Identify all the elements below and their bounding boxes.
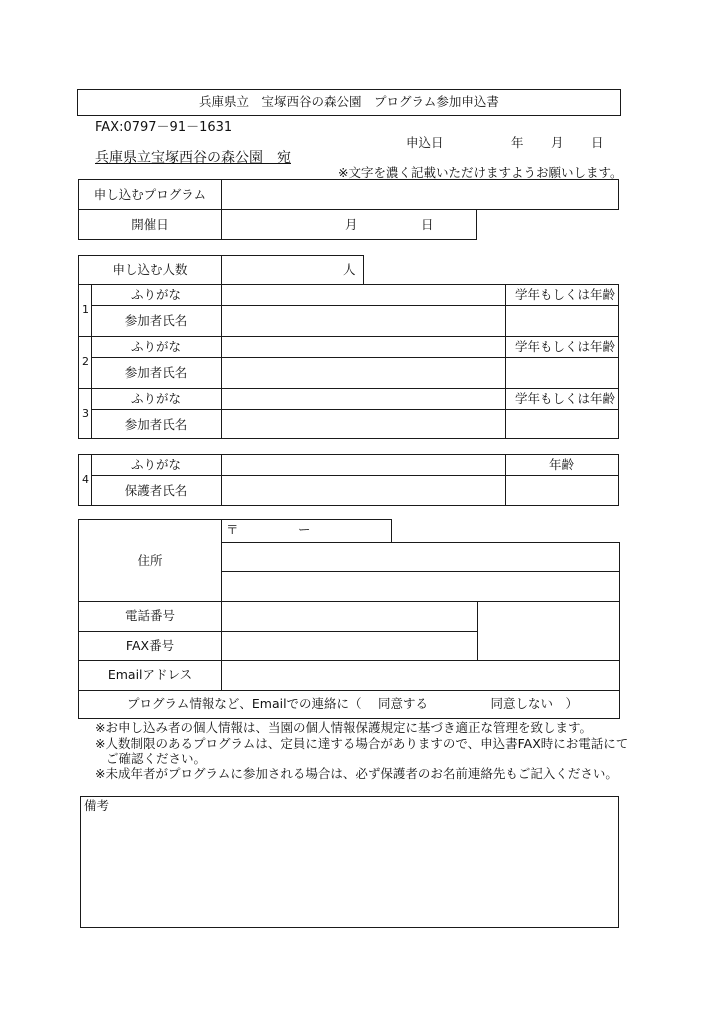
divider <box>619 542 620 719</box>
grade-or-age-label: 学年もしくは年齢 <box>515 339 616 354</box>
divider <box>505 284 506 439</box>
application-date-label: 申込日 <box>406 135 444 150</box>
postal-code-field[interactable] <box>240 521 388 540</box>
program-label: 申し込むプログラム <box>93 186 207 202</box>
participant-name-label: 参加者氏名 <box>124 364 188 380</box>
divider <box>391 519 392 542</box>
divider <box>78 660 619 661</box>
capacity-note: ※人数制限のあるプログラムは、定員に達する場合がありますので、申込書FAX時にお電話にて <box>95 736 629 751</box>
participant-name-label: 参加者氏名 <box>124 416 188 432</box>
divider <box>78 336 619 337</box>
divider <box>221 255 222 285</box>
participant-row-number: 3 <box>82 407 89 420</box>
divider <box>78 631 477 632</box>
divider <box>477 601 478 661</box>
divider <box>91 284 92 439</box>
furigana-label: ふりがな <box>130 286 182 302</box>
divider <box>91 475 619 476</box>
email-consent: プログラム情報など、Emailでの連絡に（ 同意する 同意しない ） <box>127 696 579 711</box>
guardian-furigana-label: ふりがな <box>130 456 182 472</box>
application-day-label: 日 <box>591 135 604 150</box>
postal-dash: ー <box>298 522 311 537</box>
participant-count-unit: 人 <box>343 262 356 277</box>
guardian-row-number: 4 <box>82 473 89 486</box>
email-field[interactable] <box>223 662 617 688</box>
address-field-line1[interactable] <box>223 544 617 569</box>
divider <box>91 409 619 410</box>
grade-or-age-label: 学年もしくは年齢 <box>515 287 616 302</box>
grade-or-age-label: 学年もしくは年齢 <box>515 391 616 406</box>
event-day-label: 日 <box>421 217 434 232</box>
participant-count-label: 申し込む人数 <box>112 261 188 277</box>
furigana-label: ふりがな <box>130 390 182 406</box>
phone-label: 電話番号 <box>124 607 176 623</box>
divider <box>78 519 79 719</box>
fax-label: FAX番号 <box>125 637 175 653</box>
divider <box>78 601 619 602</box>
minor-note: ※未成年者がプログラムに参加される場合は、必ず保護者のお名前連絡先もご記入ください。 <box>95 766 618 781</box>
divider <box>78 718 619 719</box>
fax-field[interactable] <box>223 633 475 658</box>
application-year-label: 年 <box>511 135 524 150</box>
privacy-note: ※お申し込み者の個人情報は、当園の個人情報保護規定に基づき適正な管理を致します。 <box>95 720 592 735</box>
guardian-name-label: 保護者氏名 <box>124 482 188 498</box>
postal-mark: 〒 <box>226 522 239 537</box>
address-field-line2[interactable] <box>223 573 617 599</box>
furigana-label: ふりがな <box>130 338 182 354</box>
participant-name-label: 参加者氏名 <box>124 312 188 328</box>
divider <box>221 284 222 439</box>
application-month-label: 月 <box>551 135 564 150</box>
remarks-label: 備考 <box>84 798 110 813</box>
divider <box>221 542 619 543</box>
form-title: 兵庫県立 宝塚西谷の森公園 プログラム参加申込書 <box>199 94 499 109</box>
phone-field[interactable] <box>223 603 475 629</box>
divider <box>221 571 619 572</box>
remarks-box[interactable] <box>80 796 619 928</box>
event-date-label: 開催日 <box>131 216 169 232</box>
dark-ink-notice: ※文字を濃く記載いただけますようお願いします。 <box>338 165 623 180</box>
participant-row-number: 2 <box>82 355 89 368</box>
divider <box>91 357 619 358</box>
divider <box>505 454 506 506</box>
participant-row-number: 1 <box>82 303 89 316</box>
divider <box>221 454 222 506</box>
address-label: 住所 <box>137 552 163 568</box>
divider <box>78 690 619 691</box>
divider <box>78 388 619 389</box>
capacity-note-continued: ご確認ください。 <box>106 751 207 766</box>
guardian-age-label: 年齢 <box>549 457 575 472</box>
email-label: Emailアドレス <box>107 666 193 682</box>
divider <box>78 519 391 520</box>
divider <box>91 454 92 506</box>
program-field[interactable] <box>223 181 617 208</box>
event-month-label: 月 <box>345 217 358 232</box>
divider <box>221 519 222 690</box>
divider <box>91 305 619 306</box>
addressee: 兵庫県立宝塚西谷の森公園 宛 <box>95 150 291 166</box>
fax-number: FAX:0797－91－1631 <box>95 120 233 135</box>
participants-table <box>78 284 619 439</box>
